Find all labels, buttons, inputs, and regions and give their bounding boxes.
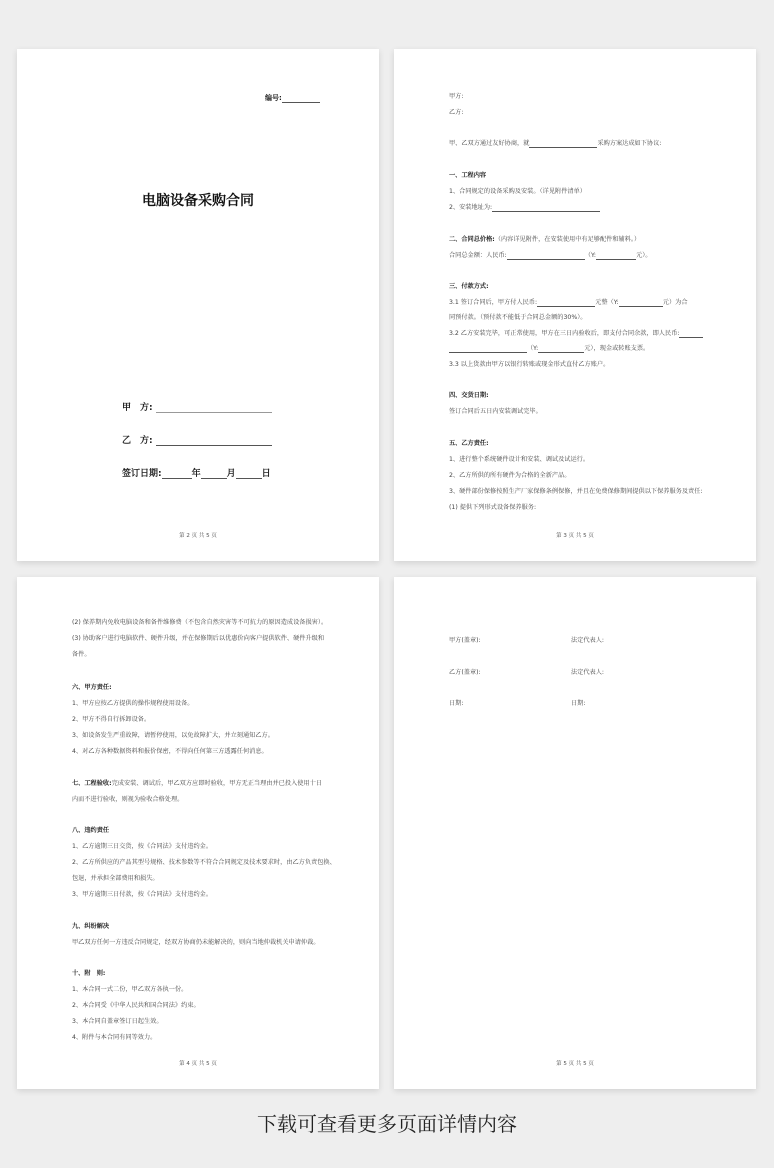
contract-total-line: 合同总金额：人民币: （Y: 元）。 <box>449 252 652 259</box>
dispute-text: 甲乙双方任何一方违反合同规定，经双方协商仍未能解决的，则向当地仲裁机关申请仲裁。 <box>72 939 320 946</box>
party-b-label: 乙方: <box>449 109 464 116</box>
clause-6-3: 3、如设备发生严重故障，请暂停使用，以免故障扩大，并立刻通知乙方。 <box>72 732 274 739</box>
party-a-date: 日期: <box>449 700 464 707</box>
clause-10-3: 3、本合同自盖章签订日起生效。 <box>72 1018 163 1025</box>
clause-10-2: 2、本合同受《中华人民共和国合同法》约束。 <box>72 1002 200 1009</box>
party-b-seal: 乙方(盖章): <box>449 669 481 676</box>
maintenance-clause-3-cont: 备件。 <box>72 651 91 658</box>
intro-line: 甲、乙双方通过友好协商，就 采购方案达成如下协议: <box>449 140 662 147</box>
maintenance-clause-2: (2) 保养期内免收电脑设备和备件维修费（不包含自然灾害等不可抗力的原因造成设备损害）。 <box>72 619 328 626</box>
clause-3-1: 3.1 签订合同后，甲方付人民币: 元整（Y: 元）为合 <box>449 299 688 306</box>
party-a-seal: 甲方(盖章): <box>449 637 481 644</box>
maintenance-clause-3: (3) 协助客户进行电脑软件、硬件升级，并在保修期后以优惠价向客户提供软件、硬件升级和 <box>72 635 325 642</box>
clause-8-2-cont: 包退，并承担全部费用和损失。 <box>72 875 159 882</box>
clause-10-4: 4、附件与本合同有同等效力。 <box>72 1034 157 1041</box>
clause-8-3: 3、甲方逾期三日付款，按《合同法》支付违约金。 <box>72 891 213 898</box>
party-b-line: 乙 方: <box>122 433 272 446</box>
page-footer: 第 3 页 共 5 页 <box>556 533 594 539</box>
contract-number: 编号: <box>265 93 320 103</box>
section-3-title: 三、付款方式: <box>449 283 489 290</box>
clause-5-2: 2、乙方所供的所有硬件为合格的全新产品。 <box>449 472 571 479</box>
clause-3-3: 3.3 以上货款由甲方以银行转账或现金形式直付乙方账户。 <box>449 361 610 368</box>
download-caption: 下载可查看更多页面详情内容 <box>257 1112 517 1136</box>
clause-3-2: 3.2 乙方安装完毕，可正常使用，甲方在三日内验收后，即支付合同余款，即人民币: <box>449 330 703 338</box>
party-a-line: 甲 方: <box>122 400 272 413</box>
section-1-title: 一、工程内容 <box>449 172 487 179</box>
section-10-title: 十、附 则: <box>72 970 106 977</box>
party-b-representative: 法定代表人: <box>571 669 605 676</box>
clause-5-4: (1) 提供下列形式设备保养服务: <box>449 504 537 511</box>
clause-6-4: 4、对乙方各种数据资料和报价保密，不得向任何第三方透露任何消息。 <box>72 748 268 755</box>
contract-page-3 <box>394 49 756 561</box>
clause-6-1: 1、甲方应按乙方提供的操作规程使用设备。 <box>72 700 194 707</box>
party-b-date: 日期: <box>571 700 586 707</box>
party-a-representative: 法定代表人: <box>571 637 605 644</box>
page-footer: 第 2 页 共 5 页 <box>179 533 217 539</box>
clause-1-2: 2、安装地址为: <box>449 204 600 212</box>
section-9-title: 九、纠纷解决 <box>72 923 110 930</box>
contract-page-4 <box>17 577 379 1089</box>
sign-date-line: 签订日期: 年 月 日 <box>122 469 271 479</box>
section-7: 七、工程验收:完成安装、调试后，甲乙双方应即时验收，甲方无正当理由并已投入使用十日 <box>72 780 322 787</box>
contract-page-5 <box>394 577 756 1089</box>
contract-page-2 <box>17 49 379 561</box>
clause-5-1: 1、进行整个系统硬件设计和安装、调试及试运行。 <box>449 456 590 463</box>
section-4-title: 四、交货日期: <box>449 392 489 399</box>
clause-6-2: 2、甲方不得自行拆卸设备。 <box>72 716 151 723</box>
delivery-text: 签订合同后五日内安装调试完毕。 <box>449 408 542 415</box>
page-footer: 第 5 页 共 5 页 <box>556 1061 594 1067</box>
clause-10-1: 1、本合同一式二份，甲乙双方各执一份。 <box>72 986 188 993</box>
section-2-title: 二、合同总价格:（内容详见附件，在安装使用中有足够配件和辅料。） <box>449 236 641 243</box>
clause-1-1: 1、合同规定的设备采购及安装。（详见附件清单） <box>449 188 586 195</box>
contract-title: 电脑设备采购合同 <box>142 193 254 209</box>
clause-3-2-cont: （Y: 元），现金或转账支票。 <box>449 345 649 353</box>
party-a-label: 甲方: <box>449 93 464 100</box>
clause-5-3: 3、硬件部份保修按照生产厂家保修条例保修，并且在免费保修期间提供以下保养服务及责任: <box>449 488 703 495</box>
section-5-title: 五、乙方责任: <box>449 440 489 447</box>
section-7-cont: 内而不进行验收，则视为验收合格处理。 <box>72 796 184 803</box>
clause-3-1-cont: 同预付款。（预付款不能低于合同总金额的30%）。 <box>449 314 587 321</box>
clause-8-1: 1、乙方逾期三日交货，按《合同法》支付违约金。 <box>72 843 213 850</box>
page-footer: 第 4 页 共 5 页 <box>179 1061 217 1067</box>
section-8-title: 八、违约责任 <box>72 827 110 834</box>
section-6-title: 六、甲方责任: <box>72 684 112 691</box>
clause-8-2: 2、乙方所供应的产品其型号规格、技术参数等不符合合同规定及技术要求时，由乙方负责包换、 <box>72 859 336 866</box>
